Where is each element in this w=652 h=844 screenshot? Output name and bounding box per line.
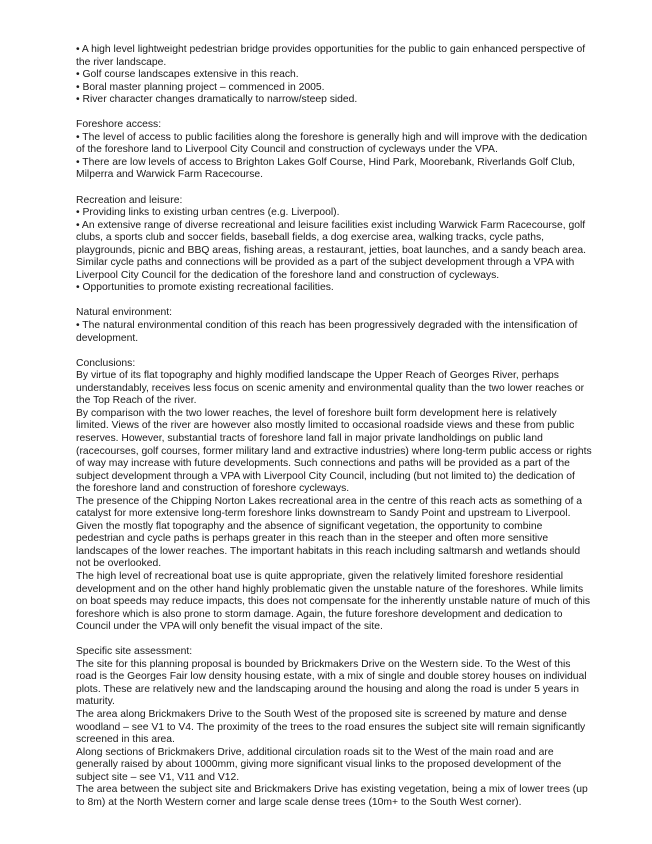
spacer [76,182,592,195]
paragraph: The presence of the Chipping Norton Lakes recreational area in the centre of this reach acts as something of a catalyst for more extensive long-term foreshore links downstream to Sandy Point and upstream to Liverpool. Given the mostly flat topography and the absence of significant vegetation, the opportunity to combine pedestrian and cycle paths is perhaps greater in this reach than in the steeper and often more sensitive landscapes of the lower reaches. The important habitats in this reach including saltmarsh and wetlands should not be overlooked. [76,495,582,570]
list-item: • There are low levels of access to Brighton Lakes Golf Course, Hind Park, Moorebank, Riverlands Golf Club, Milperra and Warwick Farm Racecourse. [76,156,576,181]
section-heading: Natural environment: [76,307,173,319]
natural-environment-section [76,307,592,345]
spacer [76,634,592,647]
spacer [76,295,592,308]
paragraph: By comparison with the two lower reaches, the level of foreshore built form development here is relatively limited. Views of the river are however also mostly limited to occasional roadside views and these from public reserves. However, substantial tracts of foreshore land fall in major private landholdings on public land (racecourses, golf courses, former military land and extractive industries) where long-term public access or rights of way may increase with future developments. Such connections and paths will be provided as a part of the subject development through a VPA with Liverpool City Council, including (but not limited to) the dedication of the foreshore land and construction of foreshore cycleways. [76,407,592,495]
intro-bullet-list [76,44,592,107]
list-item: • Providing links to existing urban centres (e.g. Liverpool). [76,207,340,219]
recreation-section [76,195,592,295]
list-item: • Opportunities to promote existing recreational facilities. [76,282,334,294]
list-item: • Golf course landscapes extensive in this reach. [76,69,299,81]
section-heading: Conclusions: [76,357,136,369]
list-item: • Boral master planning project – commenced in 2005. [76,81,325,93]
section-heading: Specific site assessment: [76,646,193,658]
paragraph: By virtue of its flat topography and highly modified landscape the Upper Reach of Georges River, perhaps understandably, receives less focus on scenic amenity and environmental quality than the two lower reaches or the Top Reach of the river. [76,370,585,407]
paragraph: The area along Brickmakers Drive to the South West of the proposed site is screened by mature and dense woodland – see V1 to V4. The proximity of the trees to the road ensures the subject site will remain significantly screened in this area. [76,708,586,746]
spacer [76,107,592,120]
section-heading: Foreshore access: [76,119,162,131]
site-assessment-section [76,646,592,809]
list-item: • The natural environmental condition of this reach has been progressively degraded with the intensification of development. [76,320,578,344]
paragraph: The area between the subject site and Brickmakers Drive has existing vegetation, being a mix of lower trees (up to 8m) at the North Western corner and large scale dense trees (10m+ to the South West corner). [76,784,588,808]
conclusions-section [76,358,592,634]
foreshore-section [76,119,592,182]
list-item: • A high level lightweight pedestrian bridge provides opportunities for the public to gain enhanced perspective of the river landscape. [76,44,586,68]
section-heading: Recreation and leisure: [76,194,183,206]
list-item: • The level of access to public facilities along the foreshore is generally high and will improve with the dedication of the foreshore land to Liverpool City Council and construction of cycleways under the VPA. [76,131,588,156]
paragraph: The high level of recreational boat use is quite appropriate, given the relatively limited foreshore residential development and on the other hand highly problematic given the unstable nature of the foreshores. While limits on boat speeds may reduce impacts, this does not compensate for the inherently unstable nature of much of this foreshore which is also prone to storm damage. Again, the future foreshore development and dedication to Council under the VPA will only benefit the visual impact of the site. [76,570,591,633]
list-item: • An extensive range of diverse recreational and leisure facilities exist including Warwick Farm Racecourse, golf clubs, a sports club and soccer fields, baseball fields, a dog exercise area, walking tracks, cycle paths, playgrounds, picnic and BBQ areas, fishing areas, a restaurant, jetties, boat launches, and a sandy beach area. Similar cycle paths and connections will be provided as a part of the subject development through a VPA with Liverpool City Council for the dedication of the foreshore land and construction of cycleways. [76,219,587,281]
list-item: • River character changes dramatically to narrow/steep sided. [76,94,358,106]
paragraph: The site for this planning proposal is bounded by Brickmakers Drive on the Western side. To the West of this road is the Georges Fair low density housing estate, with a mix of single and double storey houses on individual plots. These are relatively new and the landscaping around the housing and along the road is under 5 years in maturity. [76,658,587,708]
paragraph: Along sections of Brickmakers Drive, additional circulation roads sit to the West of the main road and are generally raised by about 1000mm, giving more significant visual links to the proposed development of the subject site – see V1, V11 and V12. [76,746,562,783]
spacer [76,345,592,358]
